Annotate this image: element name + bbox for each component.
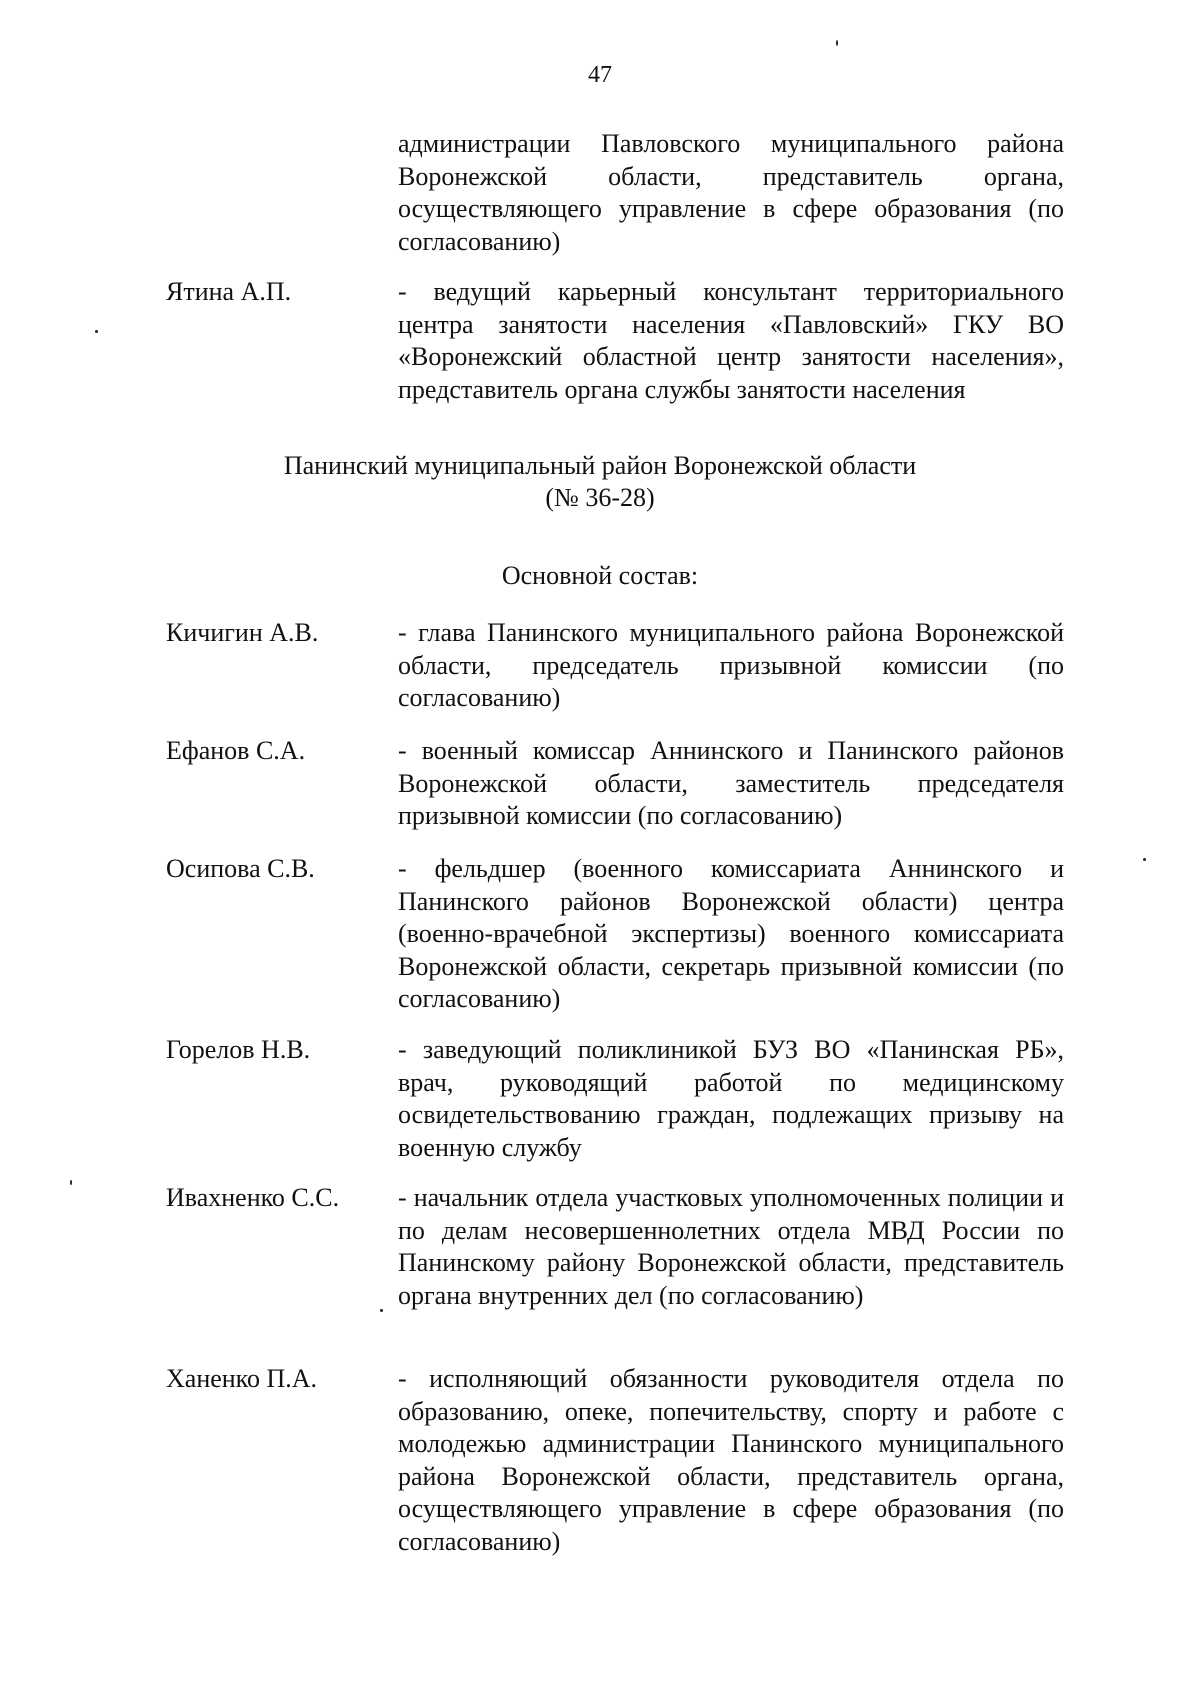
scan-speck	[380, 1309, 383, 1312]
section-subtitle: Основной состав:	[501, 561, 699, 590]
member-description: - фельдшер (военного комиссариата Аннинского и Панинского районов Воронежской области) центра (военно-врачебной экспертизы) военного комиссариата Воронежской области, секретарь призывной комиссии (по согласованию)	[398, 854, 1064, 1013]
scan-speck	[1143, 858, 1146, 861]
member-description: - ведущий карьерный консультант территориального центра занятости населения «Павловский» ГКУ ВО «Воронежский областной центр занятости населения», представитель органа службы занятости населения	[398, 277, 1064, 404]
page-number: 47	[588, 62, 612, 88]
member-description: - военный комиссар Аннинского и Панинского районов Воронежской области, заместитель председателя призывной комиссии (по согласованию)	[398, 736, 1064, 830]
member-name: Ивахненко С.С.	[166, 1183, 340, 1212]
member-name: Кичигин А.В.	[166, 618, 319, 647]
member-name: Ятина А.П.	[166, 277, 292, 306]
section-number: (№ 36-28)	[545, 483, 655, 512]
member-description: - исполняющий обязанности руководителя отдела по образованию, опеке, попечительству, спорту и работе с молодежью администрации Панинского муниципального района Воронежской области, представитель органа, осуществляющего управление в сфере образования (по согласованию)	[398, 1364, 1064, 1556]
member-description: - начальник отдела участковых уполномоченных полиции и по делам несовершеннолетних отдела МВД России по Панинскому району Воронежской области, представитель органа внутренних дел (по согласованию)	[398, 1183, 1064, 1310]
member-name: Ханенко П.А.	[166, 1364, 318, 1393]
member-description: - заведующий поликлиникой БУЗ ВО «Панинская РБ», врач, руководящий работой по медицинскому освидетельствованию граждан, подлежащих призыву на военную службу	[398, 1035, 1064, 1162]
section-title: Панинский муниципальный район Воронежской области	[283, 451, 917, 480]
scan-speck	[836, 40, 838, 46]
scan-speck	[70, 1180, 72, 1185]
scan-speck	[95, 330, 98, 333]
member-name: Осипова С.В.	[166, 854, 315, 883]
member-name: Горелов Н.В.	[166, 1035, 311, 1064]
continuation-description: администрации Павловского муниципального района Воронежской области, представитель органа, осуществляющего управление в сфере образования (по согласованию)	[398, 129, 1064, 256]
member-description: - глава Панинского муниципального района Воронежской области, председатель призывной комиссии (по согласованию)	[398, 618, 1064, 712]
member-name: Ефанов С.А.	[166, 736, 306, 765]
